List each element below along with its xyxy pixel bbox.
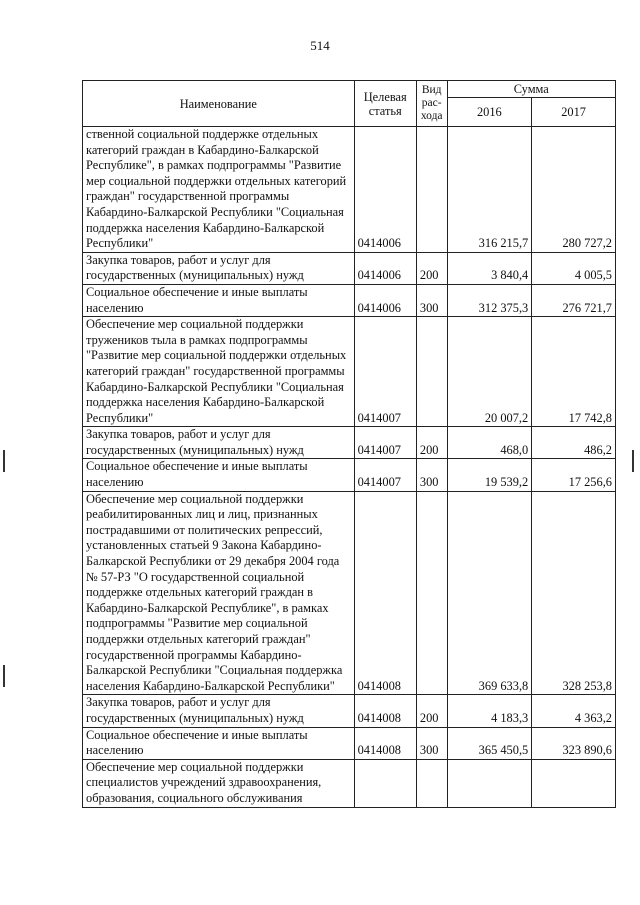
table-row	[83, 284, 616, 316]
scan-mark-left	[3, 450, 5, 472]
row-sum-2017: 4 363,2	[532, 695, 616, 727]
row-sum-2016: 3 840,4	[447, 252, 532, 284]
budget-table	[82, 80, 616, 808]
table-row	[83, 427, 616, 459]
table-row	[83, 491, 616, 695]
row-code	[354, 759, 416, 807]
table-row	[83, 127, 616, 253]
table-row	[83, 759, 616, 807]
row-expense-type	[416, 759, 447, 807]
header-sum: Сумма	[447, 81, 616, 98]
row-expense-type: 300	[416, 727, 447, 759]
row-sum-2016: 468,0	[447, 427, 532, 459]
row-sum-2017: 17 256,6	[532, 459, 616, 491]
row-name: Закупка товаров, работ и услуг для государственных (муниципальных) нужд	[83, 427, 355, 459]
row-sum-2016: 4 183,3	[447, 695, 532, 727]
row-sum-2016: 19 539,2	[447, 459, 532, 491]
row-expense-type	[416, 127, 447, 253]
header-year-2017: 2017	[532, 98, 616, 127]
row-expense-type: 200	[416, 252, 447, 284]
row-name: Социальное обеспечение и иные выплаты населению	[83, 284, 355, 316]
row-code: 0414007	[354, 427, 416, 459]
header-expense-type: Вид рас-хода	[416, 81, 447, 127]
row-sum-2016	[447, 759, 532, 807]
table-row	[83, 695, 616, 727]
row-name: Социальное обеспечение и иные выплаты населению	[83, 727, 355, 759]
header-code: Целевая статья	[354, 81, 416, 127]
row-sum-2017: 280 727,2	[532, 127, 616, 253]
table-row	[83, 459, 616, 491]
row-name: Социальное обеспечение и иные выплаты населению	[83, 459, 355, 491]
row-sum-2016: 369 633,8	[447, 491, 532, 695]
row-code: 0414007	[354, 317, 416, 427]
row-code: 0414007	[354, 459, 416, 491]
row-code: 0414008	[354, 727, 416, 759]
row-sum-2016: 365 450,5	[447, 727, 532, 759]
table-row	[83, 727, 616, 759]
row-name: Обеспечение мер социальной поддержки реабилитированных лиц и лиц, признанных пострадавшими от политических репрессий, установленных статьей 9 Закона Кабардино-Балкарской Республики от 29 декабря 2004 года № 57-РЗ "О государственной социальной поддержке отдельных категорий граждан в Кабардино-Балкарской Республике", в рамках подпрограммы "Развитие мер социальной поддержки отдельных категорий граждан" государственной программы Кабардино-Балкарской Республики "Социальная поддержка населения Кабардино-Балкарской Республики"	[83, 491, 355, 695]
row-expense-type: 200	[416, 695, 447, 727]
row-expense-type	[416, 317, 447, 427]
row-code: 0414008	[354, 491, 416, 695]
row-name: Закупка товаров, работ и услуг для государственных (муниципальных) нужд	[83, 252, 355, 284]
row-code: 0414006	[354, 284, 416, 316]
row-expense-type: 300	[416, 459, 447, 491]
row-sum-2017: 4 005,5	[532, 252, 616, 284]
row-expense-type	[416, 491, 447, 695]
page-number: 514	[310, 38, 330, 53]
row-sum-2017: 17 742,8	[532, 317, 616, 427]
row-sum-2016: 20 007,2	[447, 317, 532, 427]
row-expense-type: 200	[416, 427, 447, 459]
row-name: Закупка товаров, работ и услуг для государственных (муниципальных) нужд	[83, 695, 355, 727]
row-code: 0414008	[354, 695, 416, 727]
scan-mark-right	[632, 450, 634, 472]
row-name: Обеспечение мер социальной поддержки тружеников тыла в рамках подпрограммы "Развитие мер социальной поддержки отдельных категорий граждан" государственной программы Кабардино-Балкарской Республики "Социальная поддержка населения Кабардино-Балкарской Республики"	[83, 317, 355, 427]
row-name: ственной социальной поддержке отдельных категорий граждан в Кабардино-Балкарской Республике", в рамках подпрограммы "Развитие мер социальной поддержки отдельных категорий граждан" государственной программы Кабардино-Балкарской Республики "Социальная поддержка населения Кабардино-Балкарской Республики"	[83, 127, 355, 253]
row-sum-2017: 328 253,8	[532, 491, 616, 695]
row-sum-2017: 276 721,7	[532, 284, 616, 316]
row-sum-2017: 486,2	[532, 427, 616, 459]
header-name: Наименование	[83, 81, 355, 127]
table-row	[83, 252, 616, 284]
header-year-2016: 2016	[447, 98, 532, 127]
scan-mark-left-lower	[3, 665, 5, 687]
row-expense-type: 300	[416, 284, 447, 316]
row-name: Обеспечение мер социальной поддержки специалистов учреждений здравоохранения, образования, социального обслуживания	[83, 759, 355, 807]
row-sum-2016: 316 215,7	[447, 127, 532, 253]
row-sum-2017	[532, 759, 616, 807]
row-code: 0414006	[354, 127, 416, 253]
table-body	[83, 127, 616, 808]
row-code: 0414006	[354, 252, 416, 284]
table-row	[83, 317, 616, 427]
row-sum-2017: 323 890,6	[532, 727, 616, 759]
row-sum-2016: 312 375,3	[447, 284, 532, 316]
